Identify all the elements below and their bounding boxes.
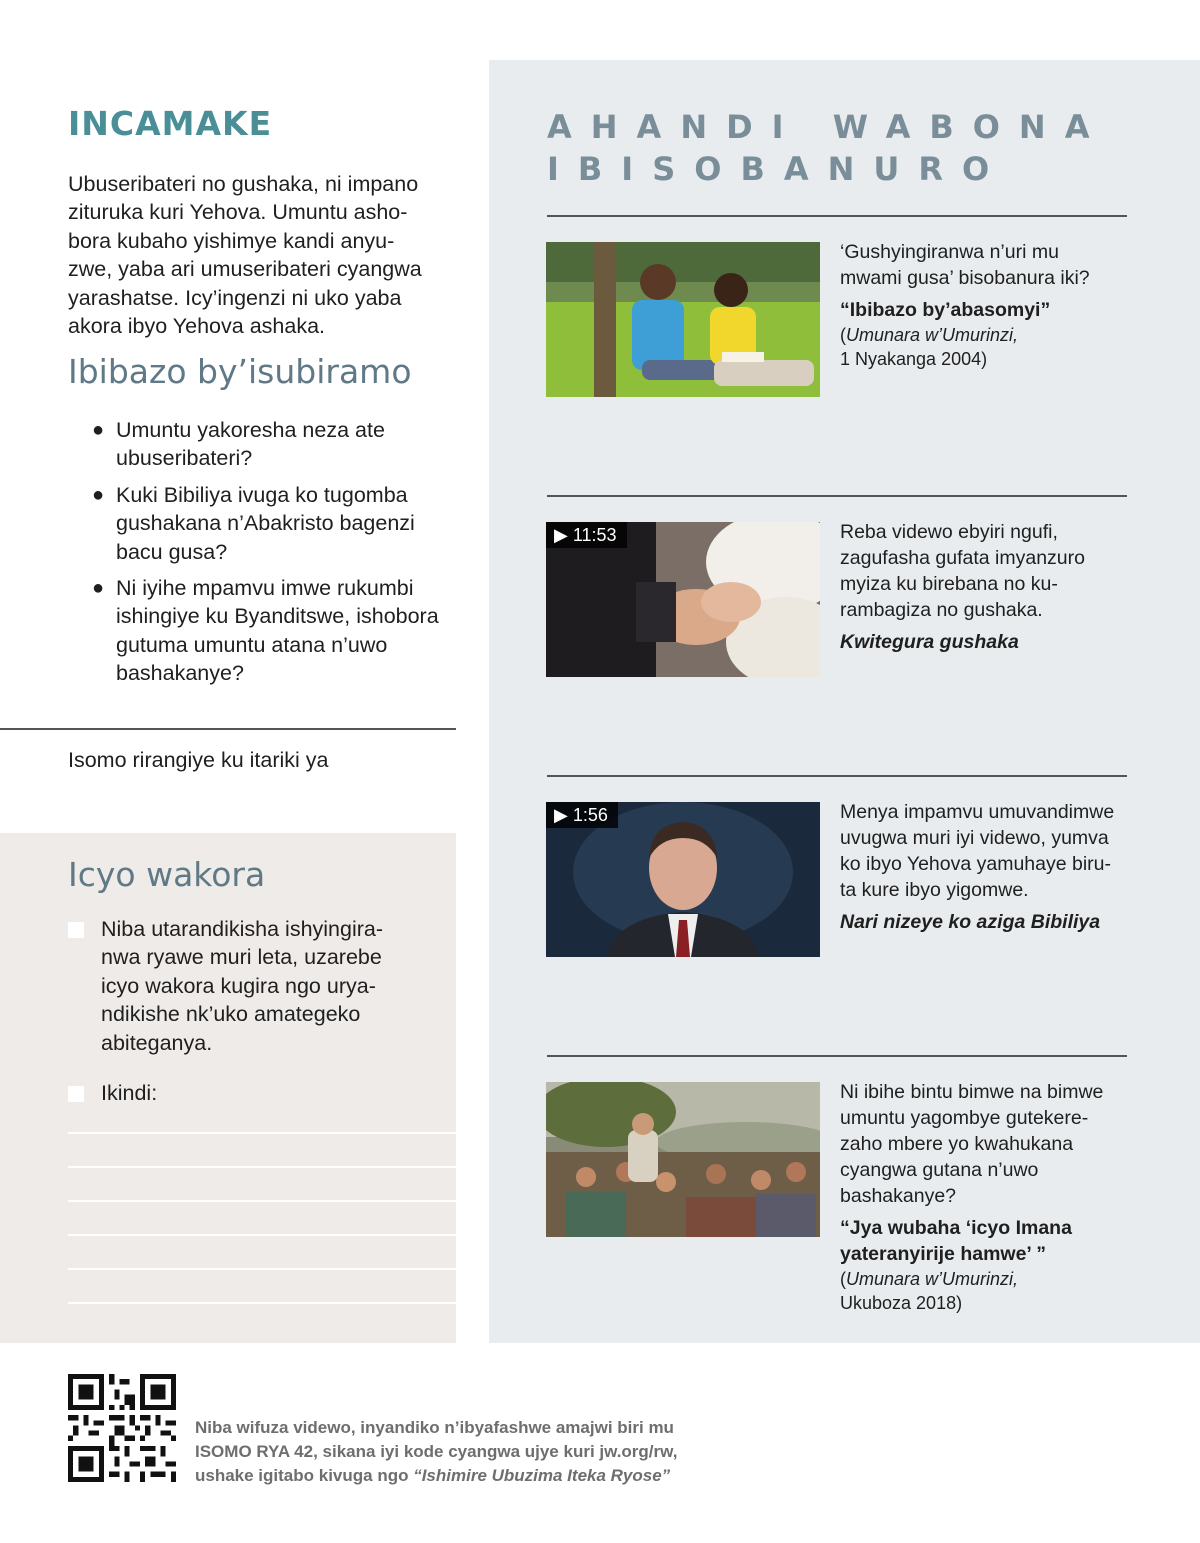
question-line: bacu gusa?: [116, 539, 228, 564]
description-line: zagufasha gufata imyanzuro: [840, 547, 1085, 569]
duration-text: 1:56: [572, 805, 608, 825]
source-paren: (: [840, 1269, 846, 1289]
question-line: Umuntu yakoresha neza ate: [116, 418, 385, 442]
writing-line[interactable]: [68, 1200, 456, 1202]
resource-image-crowd[interactable]: [546, 1082, 820, 1237]
description-line: umuntu yagombye gutekere-: [840, 1107, 1089, 1129]
summary-paragraph: [68, 170, 458, 340]
writing-line[interactable]: [68, 1234, 456, 1236]
video-duration-badge: [546, 802, 618, 828]
divider: [547, 775, 1127, 777]
footer-line: Niba wifuza videwo, inyandiko n’ibyafashwe amajwi biri mu: [195, 1418, 674, 1437]
description-line: rambagiza no gushaka.: [840, 599, 1043, 621]
summary-line: bora kubaho yishimye kandi anyu-: [68, 228, 395, 253]
description-line: uvugwa muri iyi videwo, yumva: [840, 827, 1109, 849]
description-line: ‘Gushyingiranwa n’uri mu: [840, 241, 1059, 263]
resource-title-link[interactable]: “Ibibazo by’abasomyi”: [840, 299, 1051, 321]
resource-image-couple[interactable]: [546, 242, 820, 397]
source-publication: Umunara w’Umurinzi,: [846, 1269, 1019, 1289]
video-duration-badge: [546, 522, 627, 548]
description-line: Ni ibihe bintu bimwe na bimwe: [840, 1081, 1104, 1103]
source-date: Ukuboza 2018): [840, 1293, 963, 1313]
source-paren: (: [840, 325, 846, 345]
resource-title-link[interactable]: [840, 1215, 1130, 1267]
review-question: [92, 416, 462, 473]
summary-line: Ubuseribateri no gushaka, ni impano: [68, 172, 419, 196]
bullet-icon: ●: [92, 419, 105, 441]
footer-note: [195, 1416, 735, 1488]
resource-text: [840, 1079, 1130, 1315]
writing-line[interactable]: [68, 1302, 456, 1304]
video-thumbnail-man[interactable]: [546, 802, 820, 957]
review-question: [92, 574, 462, 688]
resource-source: [840, 323, 1130, 371]
bullet-icon: ●: [92, 577, 105, 600]
question-line: gushakana n’Abakristo bagenzi: [116, 511, 415, 536]
resource-description: [840, 519, 1130, 623]
heading-line: AHANDI WABONA: [547, 108, 1109, 146]
question-line: ishingiye ku Byanditswe, ishobora: [116, 604, 439, 629]
resource-description: [840, 799, 1130, 903]
description-line: Reba videwo ebyiri ngufi,: [840, 521, 1058, 543]
resource-description: [840, 239, 1130, 291]
play-icon: ▶: [554, 805, 568, 825]
source-date: 1 Nyakanga 2004): [840, 349, 988, 369]
resource-description: [840, 1079, 1130, 1209]
goal-line: abiteganya.: [101, 1030, 213, 1055]
other-label: Ikindi:: [101, 1081, 158, 1105]
book-title: “Ishimire Ubuzima Iteka Ryose”: [413, 1466, 671, 1485]
footer-line: ushake igitabo kivuga ngo: [195, 1466, 414, 1485]
description-line: zaho mbere yo kwahukana: [840, 1133, 1074, 1155]
question-line: bashakanye?: [116, 661, 244, 686]
title-line: “Jya wubaha ‘icyo Imana: [840, 1217, 1072, 1239]
divider: [547, 215, 1127, 217]
goal-line: icyo wakora kugira ngo urya-: [101, 973, 376, 998]
summary-heading: INCAMAKE: [68, 104, 273, 143]
question-line: ubuseribateri?: [116, 446, 253, 471]
goal-text: [101, 915, 431, 1057]
further-reading-heading: [547, 106, 1147, 190]
source-publication: Umunara w’Umurinzi,: [846, 325, 1019, 345]
review-questions: [92, 416, 462, 696]
goal-checkbox[interactable]: [68, 922, 84, 938]
summary-line: zwe, yaba ari umuseribateri cyangwa: [68, 257, 422, 282]
description-line: myiza ku birebana no ku-: [840, 573, 1058, 595]
goal-line: Niba utarandikisha ishyingira-: [101, 917, 384, 941]
duration-text: 11:53: [572, 525, 617, 545]
question-line: Ni iyihe mpamvu imwe rukumbi: [116, 576, 414, 601]
description-line: ko ibyo Yehova yamuhaye biru-: [840, 853, 1112, 875]
action-heading: Icyo wakora: [68, 855, 266, 894]
review-question: [92, 481, 462, 566]
resource-text: [840, 519, 1130, 655]
summary-line: ziturukа kuri Yehova. Umuntu asho-: [68, 200, 408, 225]
goal-line: ndikishe nk’uko amategeko: [101, 1002, 361, 1027]
goal-line: nwa ryawe muri leta, uzarebe: [101, 945, 382, 970]
bullet-icon: ●: [92, 483, 105, 506]
video-title-link[interactable]: Nari nizeye ko aziga Bibiliya: [840, 911, 1101, 933]
other-checkbox[interactable]: [68, 1086, 84, 1102]
question-line: Kuki Bibiliya ivuga ko tugomba: [116, 482, 408, 507]
writing-line[interactable]: [68, 1166, 456, 1168]
lesson-finished-date-label: Isomo rirangiye ku itariki ya: [68, 748, 329, 772]
video-thumbnail-wedding[interactable]: [546, 522, 820, 677]
title-line: yateranyirije hamwe’ ”: [840, 1243, 1046, 1265]
couple-under-tree-illustration: [546, 242, 820, 397]
video-title-link[interactable]: Kwitegura gushaka: [840, 631, 1019, 653]
summary-line: yarashatse. Icy’ingenzi ni uko yaba: [68, 285, 402, 310]
footer-line: ISOMO RYA 42, sikana iyi kode cyangwa ujye kuri jw.org/rw,: [195, 1442, 678, 1461]
resource-text: [840, 239, 1130, 371]
question-line: gutuma umuntu atana n’uwo: [116, 632, 388, 657]
writing-line[interactable]: [68, 1132, 456, 1134]
divider: [547, 495, 1127, 497]
qr-code-icon[interactable]: [68, 1374, 176, 1482]
heading-line: IBISOBANURO: [547, 150, 1009, 188]
summary-line: akora ibyo Yehova ashaka.: [68, 314, 326, 339]
divider: [0, 728, 456, 730]
review-heading: Ibibazo by’isubiramo: [68, 352, 412, 391]
description-line: ta kure ibyo yigomwe.: [840, 879, 1029, 901]
writing-line[interactable]: [68, 1268, 456, 1270]
description-line: cyangwa gutana n’uwo: [840, 1159, 1039, 1181]
resource-text: [840, 799, 1130, 935]
resource-source: [840, 1267, 1130, 1315]
description-line: Menya impamvu umuvandimwe: [840, 801, 1115, 823]
crowd-teaching-illustration: [546, 1082, 820, 1237]
play-icon: ▶: [554, 525, 568, 545]
description-line: bashakanye?: [840, 1185, 957, 1207]
divider: [547, 1055, 1127, 1057]
description-line: mwami gusa’ bisobanura iki?: [840, 267, 1090, 289]
